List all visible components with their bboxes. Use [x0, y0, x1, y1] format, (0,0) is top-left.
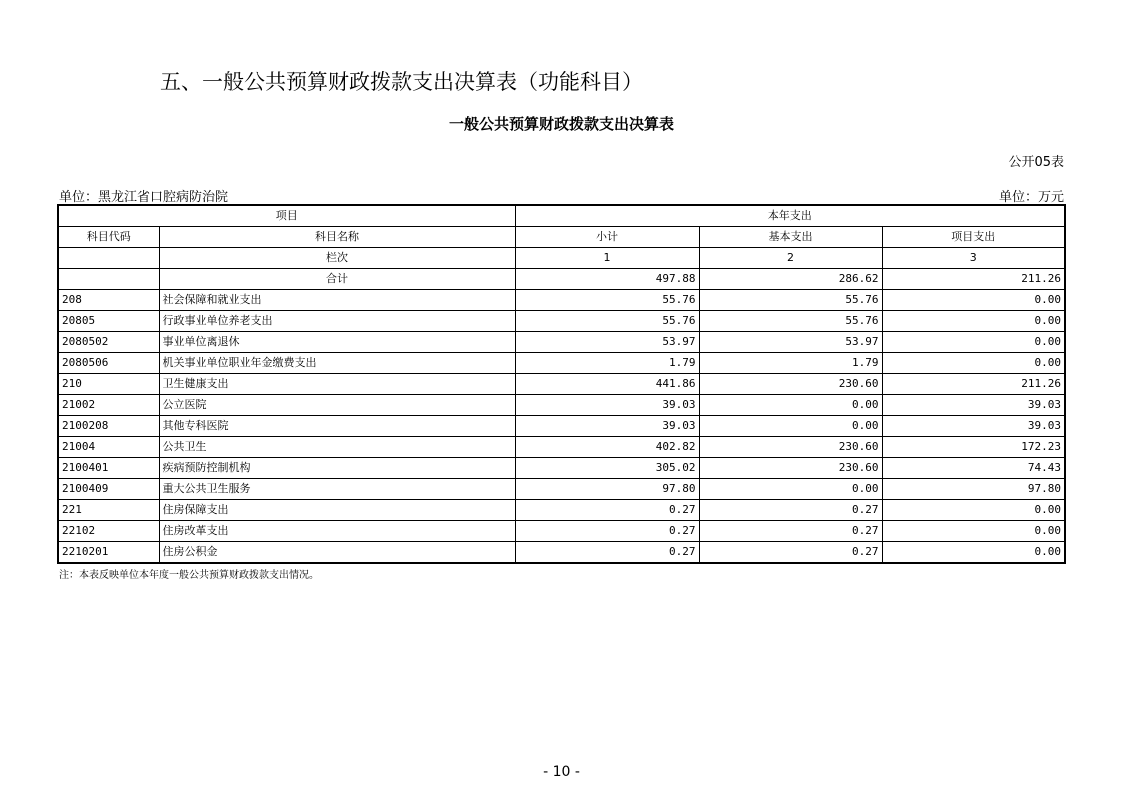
subject-name-cell: 行政事业单位养老支出: [159, 311, 515, 332]
basic-expense-cell: 230.60: [699, 374, 882, 395]
project-expense-cell: 39.03: [882, 395, 1065, 416]
subject-name-cell: 公立医院: [159, 395, 515, 416]
page-heading: 五、一般公共预算财政拨款支出决算表（功能科目）: [160, 70, 643, 94]
header-subject-name: 科目名称: [159, 227, 515, 248]
header-row-1: [58, 205, 1065, 227]
header-row-2: [58, 227, 1065, 248]
project-expense-cell: 97.80: [882, 479, 1065, 500]
table-row: [58, 374, 1065, 395]
table-row: [58, 542, 1065, 564]
subject-code-cell: 221: [58, 500, 159, 521]
subject-name-cell: 疾病预防控制机构: [159, 458, 515, 479]
table-title: 一般公共预算财政拨款支出决算表: [448, 115, 674, 133]
table-row: [58, 458, 1065, 479]
project-expense-cell: 0.00: [882, 542, 1065, 564]
subject-code-cell: 2080506: [58, 353, 159, 374]
subject-name-cell: 事业单位离退休: [159, 332, 515, 353]
subject-code-cell: 2100409: [58, 479, 159, 500]
table-note: 注：本表反映单位本年度一般公共预算财政拨款支出情况。: [59, 570, 319, 581]
subject-code-cell: 2210201: [58, 542, 159, 564]
total-label: 合计: [159, 269, 515, 290]
table-row: [58, 500, 1065, 521]
header-col-1: 1: [515, 248, 699, 269]
unit-currency: 单位：万元: [998, 190, 1064, 205]
subject-name-cell: 重大公共卫生服务: [159, 479, 515, 500]
basic-expense-cell: 0.27: [699, 542, 882, 564]
table-row: [58, 332, 1065, 353]
basic-expense-cell: 0.00: [699, 479, 882, 500]
table-row: [58, 395, 1065, 416]
subject-code-cell: 21004: [58, 437, 159, 458]
header-project: 项目支出: [882, 227, 1065, 248]
project-expense-cell: 0.00: [882, 521, 1065, 542]
subtotal-cell: 1.79: [515, 353, 699, 374]
basic-expense-cell: 0.27: [699, 521, 882, 542]
header-col-3: 3: [882, 248, 1065, 269]
subtotal-cell: 97.80: [515, 479, 699, 500]
table-row: [58, 479, 1065, 500]
subtotal-cell: 39.03: [515, 395, 699, 416]
subtotal-cell: 305.02: [515, 458, 699, 479]
table-row: [58, 521, 1065, 542]
project-expense-cell: 211.26: [882, 374, 1065, 395]
basic-expense-cell: 1.79: [699, 353, 882, 374]
subtotal-cell: 0.27: [515, 542, 699, 564]
project-expense-cell: 0.00: [882, 500, 1065, 521]
header-col-2: 2: [699, 248, 882, 269]
form-code: 公开05表: [1008, 155, 1064, 170]
project-expense-cell: 74.43: [882, 458, 1065, 479]
project-expense-cell: 0.00: [882, 311, 1065, 332]
subject-code-cell: 2100401: [58, 458, 159, 479]
basic-expense-cell: 230.60: [699, 437, 882, 458]
subtotal-cell: 53.97: [515, 332, 699, 353]
header-basic: 基本支出: [699, 227, 882, 248]
total-subtotal: 497.88: [515, 269, 699, 290]
header-blank-cell: [58, 248, 159, 269]
table-row: [58, 311, 1065, 332]
basic-expense-cell: 230.60: [699, 458, 882, 479]
subject-code-cell: 2100208: [58, 416, 159, 437]
project-expense-cell: 0.00: [882, 290, 1065, 311]
total-blank-cell: [58, 269, 159, 290]
subtotal-cell: 402.82: [515, 437, 699, 458]
basic-expense-cell: 55.76: [699, 290, 882, 311]
header-current-year: 本年支出: [515, 205, 1065, 227]
header-subject-code: 科目代码: [58, 227, 159, 248]
subtotal-cell: 0.27: [515, 521, 699, 542]
subject-name-cell: 住房保障支出: [159, 500, 515, 521]
subject-name-cell: 卫生健康支出: [159, 374, 515, 395]
basic-expense-cell: 0.00: [699, 416, 882, 437]
subject-code-cell: 22102: [58, 521, 159, 542]
subject-code-cell: 2080502: [58, 332, 159, 353]
subject-name-cell: 住房公积金: [159, 542, 515, 564]
subject-code-cell: 208: [58, 290, 159, 311]
subject-code-cell: 21002: [58, 395, 159, 416]
subject-name-cell: 其他专科医院: [159, 416, 515, 437]
subtotal-cell: 55.76: [515, 311, 699, 332]
basic-expense-cell: 55.76: [699, 311, 882, 332]
table-row: [58, 353, 1065, 374]
subject-name-cell: 机关事业单位职业年金缴费支出: [159, 353, 515, 374]
project-expense-cell: 0.00: [882, 332, 1065, 353]
unit-organization: 单位：黑龙江省口腔病防治院: [59, 190, 229, 205]
subtotal-cell: 55.76: [515, 290, 699, 311]
total-basic: 286.62: [699, 269, 882, 290]
project-expense-cell: 39.03: [882, 416, 1065, 437]
project-expense-cell: 172.23: [882, 437, 1065, 458]
header-row-3: [58, 248, 1065, 269]
subtotal-cell: 39.03: [515, 416, 699, 437]
subject-code-cell: 210: [58, 374, 159, 395]
table-row: [58, 437, 1065, 458]
subject-name-cell: 公共卫生: [159, 437, 515, 458]
page-number: - 10 -: [543, 764, 580, 780]
total-row: [58, 269, 1065, 290]
table-row: [58, 290, 1065, 311]
header-item: 项目: [58, 205, 515, 227]
expenditure-table: [57, 204, 1066, 564]
subject-code-cell: 20805: [58, 311, 159, 332]
header-column-order: 栏次: [159, 248, 515, 269]
project-expense-cell: 0.00: [882, 353, 1065, 374]
total-project: 211.26: [882, 269, 1065, 290]
basic-expense-cell: 53.97: [699, 332, 882, 353]
subtotal-cell: 0.27: [515, 500, 699, 521]
subject-name-cell: 住房改革支出: [159, 521, 515, 542]
basic-expense-cell: 0.27: [699, 500, 882, 521]
subtotal-cell: 441.86: [515, 374, 699, 395]
basic-expense-cell: 0.00: [699, 395, 882, 416]
header-subtotal: 小计: [515, 227, 699, 248]
subject-name-cell: 社会保障和就业支出: [159, 290, 515, 311]
table-row: [58, 416, 1065, 437]
